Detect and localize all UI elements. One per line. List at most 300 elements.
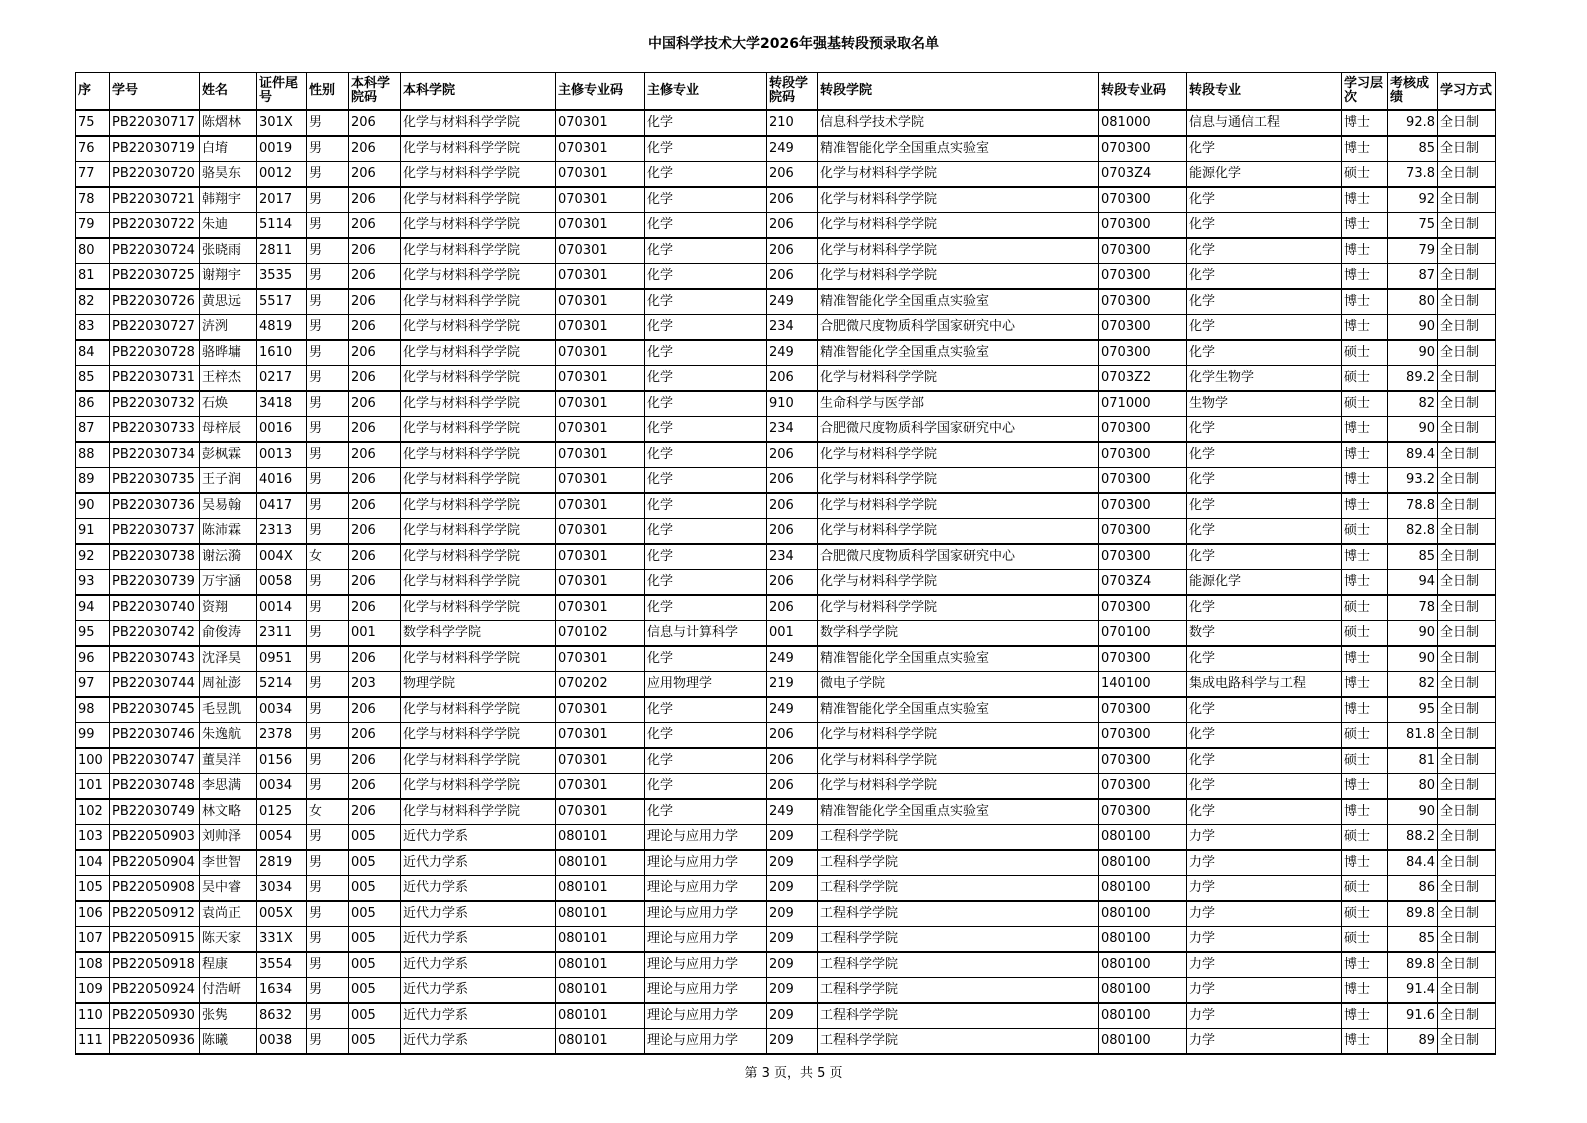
table-cell: PB22050918 [110, 952, 200, 978]
table-cell: 070300 [1099, 213, 1187, 239]
table-cell: 0014 [257, 595, 307, 621]
table-cell: 89.2 [1388, 366, 1438, 392]
table-cell: PB22030734 [110, 442, 200, 468]
table-cell: 301X [257, 110, 307, 136]
table-cell: 070300 [1099, 187, 1187, 213]
table-cell: 工程科学学院 [818, 1003, 1099, 1029]
table-cell: 005 [349, 978, 401, 1004]
table-cell: 男 [307, 519, 349, 545]
table-cell: 全日制 [1438, 442, 1496, 468]
table-cell: 力学 [1187, 952, 1342, 978]
table-cell: 0951 [257, 646, 307, 672]
table-row [76, 748, 1496, 774]
table-cell: 化学与材料科学学院 [401, 595, 556, 621]
table-cell: 全日制 [1438, 289, 1496, 315]
table-cell: 化学 [1187, 264, 1342, 290]
table-row [76, 544, 1496, 570]
table-cell: 070301 [556, 162, 645, 188]
table-cell: 070102 [556, 621, 645, 647]
table-cell: 249 [767, 340, 818, 366]
table-cell: 070301 [556, 264, 645, 290]
table-body [76, 110, 1496, 1054]
table-cell: 硕士 [1342, 927, 1388, 953]
table-cell: 博士 [1342, 187, 1388, 213]
table-cell: 博士 [1342, 315, 1388, 341]
table-cell: 73.8 [1388, 162, 1438, 188]
table-cell: 90 [1388, 315, 1438, 341]
table-row [76, 213, 1496, 239]
table-cell: 男 [307, 672, 349, 698]
table-cell: 应用物理学 [645, 672, 767, 698]
table-cell: 203 [349, 672, 401, 698]
table-cell: 化学与材料科学学院 [401, 417, 556, 443]
table-cell: 070301 [556, 289, 645, 315]
table-cell: 75 [1388, 213, 1438, 239]
table-cell: 1610 [257, 340, 307, 366]
table-cell: 博士 [1342, 1029, 1388, 1055]
table-cell: 005 [349, 825, 401, 851]
table-cell: 206 [349, 774, 401, 800]
table-cell: 206 [767, 493, 818, 519]
table-row [76, 366, 1496, 392]
table-cell: 206 [767, 468, 818, 494]
table-cell: 070301 [556, 391, 645, 417]
table-cell: PB22030733 [110, 417, 200, 443]
table-row [76, 570, 1496, 596]
table-cell: 化学与材料科学学院 [818, 519, 1099, 545]
table-cell: 全日制 [1438, 187, 1496, 213]
table-cell: 90 [1388, 799, 1438, 825]
table-cell: 化学与材料科学学院 [401, 264, 556, 290]
table-cell: 化学与材料科学学院 [401, 468, 556, 494]
table-cell: 84.4 [1388, 850, 1438, 876]
column-header: 转段学院 [818, 73, 1099, 111]
table-cell: 206 [349, 493, 401, 519]
table-cell: 万宇涵 [200, 570, 257, 596]
table-cell: 程康 [200, 952, 257, 978]
table-cell: 85 [76, 366, 110, 392]
table-cell: 化学 [1187, 417, 1342, 443]
table-cell: 男 [307, 136, 349, 162]
table-cell: 070301 [556, 646, 645, 672]
table-cell: 男 [307, 595, 349, 621]
table-cell: PB22030746 [110, 723, 200, 749]
table-cell: 骆晔墉 [200, 340, 257, 366]
table-cell: 140100 [1099, 672, 1187, 698]
table-cell: 104 [76, 850, 110, 876]
table-cell: 化学 [645, 748, 767, 774]
table-cell: 78 [76, 187, 110, 213]
table-cell: 070301 [556, 366, 645, 392]
table-cell: 85 [1388, 544, 1438, 570]
table-cell: 理论与应用力学 [645, 876, 767, 902]
table-cell: 87 [1388, 264, 1438, 290]
table-cell: 化学 [645, 289, 767, 315]
table-cell: 理论与应用力学 [645, 1029, 767, 1055]
table-cell: 81 [1388, 748, 1438, 774]
table-cell: 206 [349, 213, 401, 239]
table-cell: 化学与材料科学学院 [818, 213, 1099, 239]
table-row [76, 595, 1496, 621]
table-cell: 化学 [1187, 697, 1342, 723]
table-cell: 全日制 [1438, 697, 1496, 723]
table-cell: 106 [76, 901, 110, 927]
table-cell: 男 [307, 978, 349, 1004]
table-cell: 206 [767, 238, 818, 264]
table-cell: 209 [767, 876, 818, 902]
table-cell: 物理学院 [401, 672, 556, 698]
table-cell: 化学 [645, 442, 767, 468]
table-cell: 206 [767, 187, 818, 213]
table-cell: 209 [767, 927, 818, 953]
table-cell: 92 [76, 544, 110, 570]
table-cell: 化学 [1187, 519, 1342, 545]
column-header: 序 [76, 73, 110, 111]
table-cell: 全日制 [1438, 391, 1496, 417]
table-cell: 化学与材料科学学院 [401, 442, 556, 468]
table-cell: 男 [307, 697, 349, 723]
header-row [76, 73, 1496, 111]
table-row [76, 391, 1496, 417]
table-cell: PB22030726 [110, 289, 200, 315]
table-cell: 070301 [556, 442, 645, 468]
table-cell: 206 [349, 110, 401, 136]
table-cell: 910 [767, 391, 818, 417]
table-cell: 81 [76, 264, 110, 290]
table-cell: 206 [349, 366, 401, 392]
table-cell: 男 [307, 850, 349, 876]
table-cell: 5114 [257, 213, 307, 239]
table-row [76, 774, 1496, 800]
table-cell: 化学 [1187, 289, 1342, 315]
table-cell: 博士 [1342, 468, 1388, 494]
table-cell: 070300 [1099, 315, 1187, 341]
table-cell: 005 [349, 952, 401, 978]
table-cell: 2811 [257, 238, 307, 264]
table-cell: 0013 [257, 442, 307, 468]
table-cell: 94 [1388, 570, 1438, 596]
table-cell: 硕士 [1342, 621, 1388, 647]
table-cell: 005 [349, 1029, 401, 1055]
table-cell: 硕士 [1342, 391, 1388, 417]
table-cell: 0054 [257, 825, 307, 851]
table-cell: 合肥微尺度物质科学国家研究中心 [818, 417, 1099, 443]
table-cell: 全日制 [1438, 519, 1496, 545]
table-cell: 206 [767, 748, 818, 774]
table-cell: 206 [349, 748, 401, 774]
table-cell: 理论与应用力学 [645, 850, 767, 876]
table-cell: 206 [349, 570, 401, 596]
table-cell: 朱逸航 [200, 723, 257, 749]
table-cell: 博士 [1342, 774, 1388, 800]
column-header: 主修专业码 [556, 73, 645, 111]
table-cell: 206 [349, 136, 401, 162]
table-cell: 206 [767, 442, 818, 468]
table-cell: 数学 [1187, 621, 1342, 647]
table-cell: 化学与材料科学学院 [818, 238, 1099, 264]
table-cell: 力学 [1187, 901, 1342, 927]
table-cell: 博士 [1342, 544, 1388, 570]
table-cell: 070301 [556, 519, 645, 545]
table-row [76, 238, 1496, 264]
table-cell: 力学 [1187, 1003, 1342, 1029]
table-cell: 男 [307, 366, 349, 392]
table-cell: PB22030737 [110, 519, 200, 545]
table-cell: 化学与材料科学学院 [401, 697, 556, 723]
column-header: 考核成绩 [1388, 73, 1438, 111]
table-cell: 2311 [257, 621, 307, 647]
table-cell: 化学与材料科学学院 [818, 748, 1099, 774]
table-cell: 84 [76, 340, 110, 366]
table-cell: 070301 [556, 315, 645, 341]
table-cell: 2017 [257, 187, 307, 213]
table-cell: 黄思远 [200, 289, 257, 315]
table-cell: 206 [349, 187, 401, 213]
table-cell: PB22050930 [110, 1003, 200, 1029]
table-cell: 男 [307, 289, 349, 315]
table-cell: 1634 [257, 978, 307, 1004]
table-cell: 080100 [1099, 927, 1187, 953]
table-cell: 男 [307, 315, 349, 341]
table-cell: 206 [767, 595, 818, 621]
table-cell: 全日制 [1438, 315, 1496, 341]
table-cell: 硕士 [1342, 595, 1388, 621]
table-cell: 化学与材料科学学院 [818, 774, 1099, 800]
table-cell: 206 [767, 213, 818, 239]
table-cell: 080101 [556, 1029, 645, 1055]
table-cell: 209 [767, 850, 818, 876]
table-cell: 080100 [1099, 978, 1187, 1004]
table-cell: PB22050912 [110, 901, 200, 927]
table-cell: 男 [307, 646, 349, 672]
table-cell: 全日制 [1438, 1003, 1496, 1029]
table-cell: 资翔 [200, 595, 257, 621]
table-cell: 数学科学学院 [818, 621, 1099, 647]
table-cell: 全日制 [1438, 340, 1496, 366]
table-cell: 98 [76, 697, 110, 723]
table-cell: 070301 [556, 238, 645, 264]
table-cell: 070202 [556, 672, 645, 698]
table-cell: 博士 [1342, 952, 1388, 978]
table-cell: 工程科学学院 [818, 850, 1099, 876]
table-cell: 男 [307, 493, 349, 519]
table-cell: 化学与材料科学学院 [401, 570, 556, 596]
table-cell: 化学 [1187, 340, 1342, 366]
table-cell: 化学与材料科学学院 [401, 723, 556, 749]
table-cell: 249 [767, 646, 818, 672]
table-row [76, 697, 1496, 723]
table-cell: 206 [349, 238, 401, 264]
table-cell: 4819 [257, 315, 307, 341]
table-cell: 005 [349, 927, 401, 953]
table-cell: 化学 [645, 264, 767, 290]
table-cell: 85 [1388, 927, 1438, 953]
table-cell: 249 [767, 136, 818, 162]
table-cell: 白堉 [200, 136, 257, 162]
table-cell: PB22030744 [110, 672, 200, 698]
table-row [76, 493, 1496, 519]
table-row [76, 110, 1496, 136]
column-header: 学习方式 [1438, 73, 1496, 111]
table-cell: 全日制 [1438, 595, 1496, 621]
table-cell: 78 [1388, 595, 1438, 621]
column-header: 学习层次 [1342, 73, 1388, 111]
table-cell: 化学与材料科学学院 [401, 213, 556, 239]
table-cell: 005 [349, 901, 401, 927]
table-cell: 化学 [1187, 799, 1342, 825]
table-cell: PB22030717 [110, 110, 200, 136]
table-cell: 化学 [1187, 493, 1342, 519]
table-cell: 82 [1388, 672, 1438, 698]
table-cell: 化学 [645, 238, 767, 264]
table-cell: 0703Z4 [1099, 570, 1187, 596]
table-cell: 92 [1388, 187, 1438, 213]
table-cell: 206 [349, 723, 401, 749]
table-cell: 070300 [1099, 595, 1187, 621]
table-cell: 陈天家 [200, 927, 257, 953]
table-cell: 男 [307, 264, 349, 290]
table-row [76, 315, 1496, 341]
table-cell: 070300 [1099, 468, 1187, 494]
table-cell: 005 [349, 850, 401, 876]
table-cell: 5214 [257, 672, 307, 698]
table-cell: 化学与材料科学学院 [818, 442, 1099, 468]
table-cell: 080101 [556, 927, 645, 953]
table-cell: 080101 [556, 876, 645, 902]
table-cell: 理论与应用力学 [645, 901, 767, 927]
table-cell: 硕士 [1342, 825, 1388, 851]
table-cell: 86 [1388, 876, 1438, 902]
table-cell: PB22050908 [110, 876, 200, 902]
table-cell: 93 [76, 570, 110, 596]
table-cell: 男 [307, 621, 349, 647]
table-cell: 博士 [1342, 697, 1388, 723]
table-cell: 206 [349, 595, 401, 621]
table-row [76, 162, 1496, 188]
table-row [76, 289, 1496, 315]
table-cell: 合肥微尺度物质科学国家研究中心 [818, 544, 1099, 570]
table-cell: 男 [307, 570, 349, 596]
table-cell: 90 [76, 493, 110, 519]
table-cell: 理论与应用力学 [645, 978, 767, 1004]
table-cell: 全日制 [1438, 952, 1496, 978]
table-cell: 全日制 [1438, 621, 1496, 647]
table-cell: 070300 [1099, 519, 1187, 545]
table-cell: 化学与材料科学学院 [818, 468, 1099, 494]
table-cell: 硕士 [1342, 519, 1388, 545]
table-cell: 男 [307, 748, 349, 774]
table-cell: 男 [307, 1003, 349, 1029]
table-cell: 070301 [556, 493, 645, 519]
table-cell: 070300 [1099, 289, 1187, 315]
table-cell: PB22030724 [110, 238, 200, 264]
table-cell: 76 [76, 136, 110, 162]
table-cell: 化学与材料科学学院 [818, 493, 1099, 519]
table-cell: 硕士 [1342, 901, 1388, 927]
column-header: 转段专业码 [1099, 73, 1187, 111]
table-cell: 89.8 [1388, 901, 1438, 927]
table-cell: 化学与材料科学学院 [818, 366, 1099, 392]
table-cell: PB22030738 [110, 544, 200, 570]
table-cell: 精准智能化学全国重点实验室 [818, 697, 1099, 723]
table-cell: 108 [76, 952, 110, 978]
table-cell: 070301 [556, 468, 645, 494]
table-cell: 化学与材料科学学院 [401, 136, 556, 162]
table-cell: 化学与材料科学学院 [401, 544, 556, 570]
column-header: 性别 [307, 73, 349, 111]
table-row [76, 978, 1496, 1004]
table-cell: 005X [257, 901, 307, 927]
table-row [76, 417, 1496, 443]
table-cell: 209 [767, 978, 818, 1004]
table-cell: 206 [349, 646, 401, 672]
table-cell: 女 [307, 544, 349, 570]
admission-table [75, 72, 1496, 1055]
table-cell: 90 [1388, 340, 1438, 366]
table-cell: 0038 [257, 1029, 307, 1055]
table-cell: PB22050924 [110, 978, 200, 1004]
table-cell: 080101 [556, 1003, 645, 1029]
table-cell: 331X [257, 927, 307, 953]
table-cell: 0217 [257, 366, 307, 392]
table-cell: 全日制 [1438, 748, 1496, 774]
table-row [76, 442, 1496, 468]
table-cell: 005 [349, 1003, 401, 1029]
table-cell: 206 [767, 774, 818, 800]
table-cell: 070301 [556, 723, 645, 749]
table-cell: 博士 [1342, 264, 1388, 290]
table-cell: 硕士 [1342, 723, 1388, 749]
table-cell: 陈熠林 [200, 110, 257, 136]
table-cell: 全日制 [1438, 1029, 1496, 1055]
table-cell: 化学 [645, 493, 767, 519]
table-cell: 全日制 [1438, 672, 1496, 698]
table-cell: 力学 [1187, 927, 1342, 953]
table-cell: 206 [767, 723, 818, 749]
table-cell: 精准智能化学全国重点实验室 [818, 646, 1099, 672]
table-cell: 能源化学 [1187, 162, 1342, 188]
table-cell: 工程科学学院 [818, 978, 1099, 1004]
table-cell: 化学与材料科学学院 [818, 595, 1099, 621]
table-cell: 071000 [1099, 391, 1187, 417]
table-cell: PB22050936 [110, 1029, 200, 1055]
table-cell: 化学与材料科学学院 [401, 366, 556, 392]
table-cell: 103 [76, 825, 110, 851]
table-cell: 070300 [1099, 136, 1187, 162]
table-cell: 精准智能化学全国重点实验室 [818, 289, 1099, 315]
table-cell: 全日制 [1438, 825, 1496, 851]
table-cell: 全日制 [1438, 468, 1496, 494]
table-cell: 83 [76, 315, 110, 341]
table-cell: 80 [76, 238, 110, 264]
table-cell: 硕士 [1342, 340, 1388, 366]
table-cell: 3034 [257, 876, 307, 902]
table-cell: 249 [767, 289, 818, 315]
table-cell: 化学 [645, 544, 767, 570]
table-cell: 陈沛霖 [200, 519, 257, 545]
table-cell: 化学与材料科学学院 [401, 340, 556, 366]
table-cell: 工程科学学院 [818, 952, 1099, 978]
table-cell: 0703Z4 [1099, 162, 1187, 188]
table-cell: 博士 [1342, 136, 1388, 162]
table-cell: 毛昱凯 [200, 697, 257, 723]
table-cell: 234 [767, 417, 818, 443]
table-cell: 82 [1388, 391, 1438, 417]
table-cell: 80 [1388, 289, 1438, 315]
table-cell: 94 [76, 595, 110, 621]
table-cell: 化学 [645, 774, 767, 800]
table-cell: 全日制 [1438, 110, 1496, 136]
